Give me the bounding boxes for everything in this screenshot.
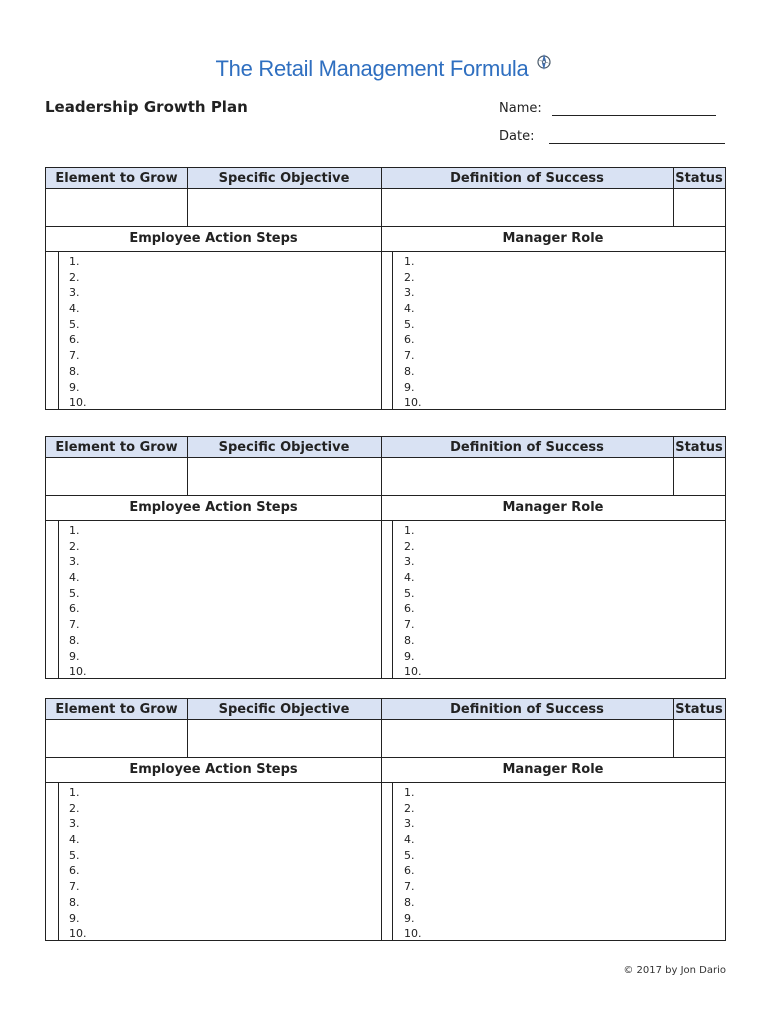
element-to-grow-header: Element to Grow — [46, 168, 187, 188]
step-number: 7. — [404, 618, 415, 632]
divider — [673, 168, 674, 226]
plan-subtitle: Leadership Growth Plan — [45, 98, 248, 116]
step-number: 7. — [69, 349, 80, 363]
definition-of-success-header: Definition of Success — [381, 168, 673, 188]
step-number: 1. — [69, 255, 80, 268]
manager-role-list[interactable] — [404, 785, 422, 942]
step-number: 10. — [69, 665, 87, 679]
step-number: 8. — [69, 633, 80, 647]
step-number: 3. — [69, 555, 80, 569]
status-header: Status — [673, 437, 725, 457]
indent-guide — [392, 520, 393, 678]
step-number: 3. — [69, 286, 80, 300]
step-number: 5. — [69, 848, 80, 862]
step-number: 6. — [404, 333, 415, 347]
element-to-grow-cell[interactable] — [46, 720, 187, 757]
step-number: 1. — [69, 524, 80, 537]
status-header: Status — [673, 168, 725, 188]
name-field[interactable] — [499, 101, 716, 116]
step-number: 8. — [404, 633, 415, 647]
step-number: 2. — [69, 270, 80, 284]
divider — [187, 168, 188, 226]
definition-of-success-header: Definition of Success — [381, 699, 673, 719]
manager-role-list[interactable] — [404, 254, 422, 411]
step-number: 5. — [404, 586, 415, 600]
specific-objective-header: Specific Objective — [187, 168, 381, 188]
step-number: 4. — [69, 302, 80, 316]
plan-table — [45, 698, 726, 941]
manager-role-list[interactable] — [404, 523, 422, 680]
step-number: 9. — [69, 911, 80, 925]
element-to-grow-header: Element to Grow — [46, 699, 187, 719]
specific-objective-header: Specific Objective — [187, 699, 381, 719]
step-number: 3. — [404, 817, 415, 831]
step-number: 9. — [404, 911, 415, 925]
date-line[interactable] — [549, 143, 725, 144]
step-number: 2. — [69, 539, 80, 553]
step-number: 9. — [69, 380, 80, 394]
divider — [187, 437, 188, 495]
step-number: 4. — [404, 833, 415, 847]
definition-of-success-cell[interactable] — [381, 720, 673, 757]
step-number: 7. — [404, 349, 415, 363]
divider — [381, 699, 382, 757]
divider — [46, 520, 725, 521]
employee-action-steps-list[interactable] — [69, 523, 87, 680]
step-number: 6. — [69, 864, 80, 878]
compass-logo-icon — [534, 52, 554, 72]
step-number: 1. — [404, 786, 415, 799]
name-line[interactable] — [552, 115, 716, 116]
step-number: 10. — [404, 665, 422, 679]
step-number: 7. — [404, 880, 415, 894]
growth-plan-block — [45, 167, 726, 410]
divider — [381, 757, 382, 940]
step-number: 2. — [404, 270, 415, 284]
definition-of-success-cell[interactable] — [381, 189, 673, 226]
specific-objective-header: Specific Objective — [187, 437, 381, 457]
step-number: 9. — [69, 649, 80, 663]
manager-role-header: Manager Role — [502, 762, 604, 777]
step-number: 10. — [404, 396, 422, 410]
step-number: 10. — [404, 927, 422, 941]
step-number: 2. — [69, 801, 80, 815]
step-number: 2. — [404, 539, 415, 553]
step-number: 10. — [69, 927, 87, 941]
step-number: 1. — [404, 524, 415, 537]
specific-objective-cell[interactable] — [187, 458, 381, 495]
status-cell[interactable] — [673, 189, 725, 226]
status-cell[interactable] — [673, 458, 725, 495]
step-number: 10. — [69, 396, 87, 410]
divider — [673, 699, 674, 757]
step-number: 5. — [69, 586, 80, 600]
step-number: 6. — [69, 333, 80, 347]
growth-plan-block — [45, 698, 726, 941]
step-number: 7. — [69, 618, 80, 632]
step-number: 8. — [404, 895, 415, 909]
step-number: 3. — [404, 555, 415, 569]
date-label: Date: — [499, 129, 535, 144]
step-number: 6. — [69, 602, 80, 616]
step-number: 1. — [69, 786, 80, 799]
indent-guide — [392, 782, 393, 940]
element-to-grow-header: Element to Grow — [46, 437, 187, 457]
growth-plan-block — [45, 436, 726, 679]
step-number: 6. — [404, 602, 415, 616]
title-text: The Retail Management Formula — [215, 56, 529, 81]
plan-table — [45, 436, 726, 679]
employee-action-steps-header: Employee Action Steps — [129, 231, 298, 246]
divider — [381, 168, 382, 226]
indent-guide — [58, 782, 59, 940]
definition-of-success-header: Definition of Success — [381, 437, 673, 457]
element-to-grow-cell[interactable] — [46, 189, 187, 226]
divider — [46, 782, 725, 783]
specific-objective-cell[interactable] — [187, 189, 381, 226]
step-number: 7. — [69, 880, 80, 894]
step-number: 2. — [404, 801, 415, 815]
date-field[interactable] — [499, 129, 725, 144]
step-number: 9. — [404, 380, 415, 394]
indent-guide — [58, 251, 59, 409]
step-number: 4. — [404, 571, 415, 585]
step-number: 8. — [404, 364, 415, 378]
step-number: 8. — [69, 364, 80, 378]
divider — [46, 251, 725, 252]
step-number: 9. — [404, 649, 415, 663]
page-title — [0, 56, 770, 82]
divider — [381, 437, 382, 495]
step-number: 6. — [404, 864, 415, 878]
status-cell[interactable] — [673, 720, 725, 757]
name-label: Name: — [499, 101, 542, 116]
step-number: 5. — [69, 317, 80, 331]
step-number: 4. — [69, 833, 80, 847]
step-number: 3. — [69, 817, 80, 831]
employee-action-steps-header: Employee Action Steps — [129, 762, 298, 777]
divider — [381, 226, 382, 409]
indent-guide — [58, 520, 59, 678]
specific-objective-cell[interactable] — [187, 720, 381, 757]
step-number: 4. — [404, 302, 415, 316]
employee-action-steps-list[interactable] — [69, 785, 87, 942]
element-to-grow-cell[interactable] — [46, 458, 187, 495]
step-number: 5. — [404, 317, 415, 331]
step-number: 5. — [404, 848, 415, 862]
step-number: 3. — [404, 286, 415, 300]
plan-table — [45, 167, 726, 410]
step-number: 1. — [404, 255, 415, 268]
divider — [381, 495, 382, 678]
status-header: Status — [673, 699, 725, 719]
indent-guide — [392, 251, 393, 409]
step-number: 4. — [69, 571, 80, 585]
copyright-footer: © 2017 by Jon Dario — [623, 965, 726, 976]
divider — [187, 699, 188, 757]
divider — [673, 437, 674, 495]
employee-action-steps-list[interactable] — [69, 254, 87, 411]
employee-action-steps-header: Employee Action Steps — [129, 500, 298, 515]
step-number: 8. — [69, 895, 80, 909]
manager-role-header: Manager Role — [502, 500, 604, 515]
definition-of-success-cell[interactable] — [381, 458, 673, 495]
manager-role-header: Manager Role — [502, 231, 604, 246]
